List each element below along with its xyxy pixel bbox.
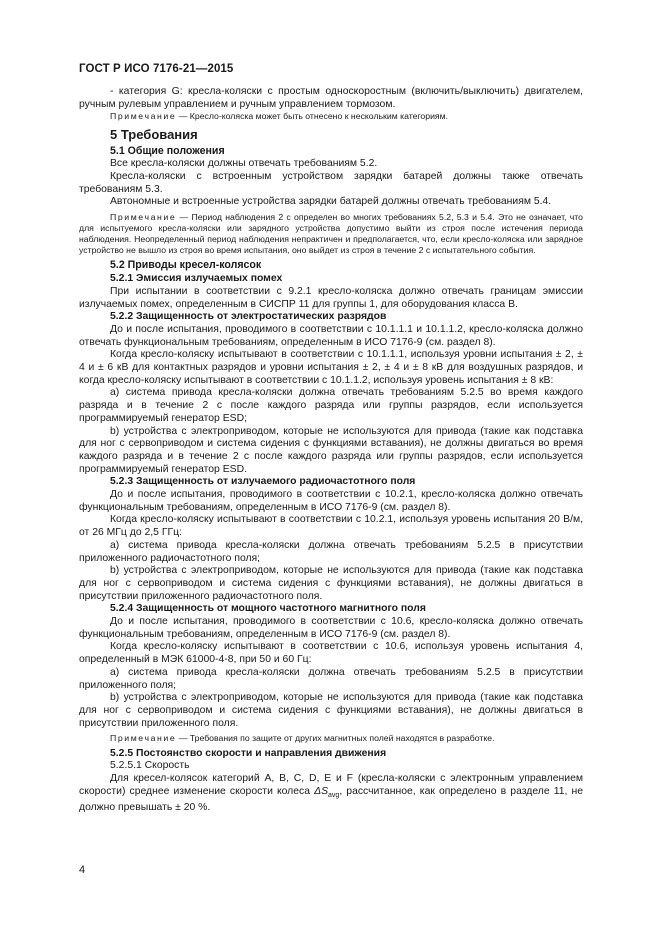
subsection-heading: 5.2.2 Защищенность от электростатических разрядов (110, 311, 387, 323)
note-text: — Период наблюдения 2 с определен во многих требованиях 5.2, 5.3 и 5.4. Это не означает, что для испытуемого кресла-коляски или зарядного устройства допустимо выйти из строя после истечения периода наблюдения. Неопределенный период наблюдения непрактичен и предполагается, что, если кресло-коляска или зарядное устройство не вышло из строя во время испытания, оно выйдет из строя в течение 2 с испытательного события. (79, 212, 583, 256)
note-label: Примечание (110, 111, 177, 122)
note-text: — Требования по защите от других магнитных полей находятся в разработке. (176, 733, 495, 744)
paragraph: Все кресла-коляски должны отвечать требованиям 5.2. (110, 158, 378, 170)
list-item: b) устройства с электроприводом, которые не используются для привода (такие как подставка для ног с сервоприводом и система сидения с функциями вставания), не должны двигаться во время каждого разряда и в течение 2 с после каждого разряда или группы разрядов, если используется программируемый генератор ESD. (79, 425, 583, 475)
paragraph: Автономные и встроенные устройства зарядки батарей должны отвечать требованиям 5.4. (110, 196, 552, 208)
paragraph: Когда кресло-коляску испытывают в соответствии с 10.1.1.1, используя уровни испытания ± 2, ± 4 и ± 6 кВ для контактных разрядов и уровни испытания ± 2, ± 4 и ± 8 кВ для воздушных разрядов, и когда кресло-коляску испытывают в соответствии с 10.1.1.2, используя уровень испытания ± 8 кВ: (79, 349, 583, 386)
subsection-heading: 5.1 Общие положения (110, 144, 225, 157)
note (79, 111, 583, 122)
paragraph: При испытании в соответствии с 9.2.1 кресло-коляска должно отвечать границам эмиссии излучаемых помех, определенным в СИСПР 11 для группы 1, для оборудования класса B. (79, 285, 583, 310)
subsection-heading: 5.2.1 Эмиссия излучаемых помех (110, 273, 283, 285)
list-item: а) система привода кресла-коляски должна отвечать требованиям 5.2.5 в присутствии приложенного поля; (79, 666, 583, 691)
note-label: Примечание (110, 212, 177, 223)
list-item: b) устройства с электроприводом, которые не используются для привода (такие как подставка для ног с сервоприводом и система сидения с функциями вставания), не должны двигаться в присутствии приложенного радиочастотного поля. (79, 565, 583, 602)
paragraph (79, 773, 583, 815)
paragraph: Кресла-коляски с встроенным устройством зарядки батарей должны также отвечать требованиям 5.3. (79, 170, 583, 195)
list-item: b) устройства с электроприводом, которые не используются для привода (такие как подставка для ног с сервоприводом и система сидения с функциями вставания), не должны двигаться в присутствии приложенного поля. (79, 692, 583, 729)
text-run: Для кресел-колясок категорий A, B, C, D, E и F (кресла-коляски с электронным управлением скорости) среднее изменение скорости колеса (79, 772, 583, 797)
note-label: Примечание (110, 733, 177, 744)
subsubsection-heading: 5.2.5.1 Скорость (110, 760, 190, 772)
paragraph: - категория G: кресла-коляски с простым односкоростным (включить/выключить) двигателем, ручным рулевым управлением и ручным управлением тормозом. (79, 86, 583, 110)
note-text: — Кресло-коляска может быть отнесено к нескольким категориям. (176, 111, 449, 122)
paragraph: До и после испытания, проводимого в соответствии с 10.1.1.1 и 10.1.1.2, кресло-коляска должно отвечать функциональным требованиям, определенным в ИСО 7176-9 (см. раздел 8). (79, 323, 583, 348)
section-heading: 5 Требования (110, 126, 198, 142)
page-number: 4 (79, 864, 86, 876)
symbol: ΔS (314, 785, 329, 797)
paragraph: Когда кресло-коляску испытывают в соответствии с 10.6, используя уровень испытания 4, определенный в МЭК 61000-4-8, при 50 и 60 Гц: (79, 641, 583, 666)
symbol-subscript: avg (328, 791, 340, 799)
document-header: ГОСТ Р ИСО 7176-21—2015 (79, 63, 234, 75)
list-item: а) система привода кресла-коляски должна отвечать требованиям 5.2.5 в присутствии приложенного радиочастотного поля; (79, 539, 583, 564)
subsection-heading: 5.2.3 Защищенность от излучаемого радиочастотного поля (110, 476, 416, 488)
document-body (79, 86, 583, 815)
text-run: , рассчитанное, как определено в разделе 11, не должно превышать ± 20 %. (79, 785, 583, 814)
note (79, 212, 583, 256)
note (79, 733, 583, 744)
subsection-heading: 5.2 Приводы кресел-колясок (110, 259, 262, 272)
paragraph: До и после испытания, проводимого в соответствии с 10.2.1, кресло-коляска должно отвечать функциональным требованиям, определенным в ИСО 7176-9 (см. раздел 8). (79, 489, 583, 513)
paragraph: Когда кресло-коляску испытывают в соответствии с 10.2.1, используя уровень испытания 20 В/м, от 26 МГц до 2,5 ГГц: (79, 514, 583, 539)
list-item: а) система привода кресла-коляски должна отвечать требованиям 5.2.5 во время каждого разряда и в течение 2 с после каждого разряда или группы разрядов, если используется программируемый генератор ESD; (79, 387, 583, 424)
paragraph: До и после испытания, проводимого в соответствии с 10.6, кресло-коляска должно отвечать функциональным требованиям, определенным в ИСО 7176-9 (см. раздел 8). (79, 616, 583, 640)
subsection-heading: 5.2.5 Постоянство скорости и направления движения (110, 747, 387, 759)
subsection-heading: 5.2.4 Защищенность от мощного частотного магнитного поля (110, 603, 426, 615)
